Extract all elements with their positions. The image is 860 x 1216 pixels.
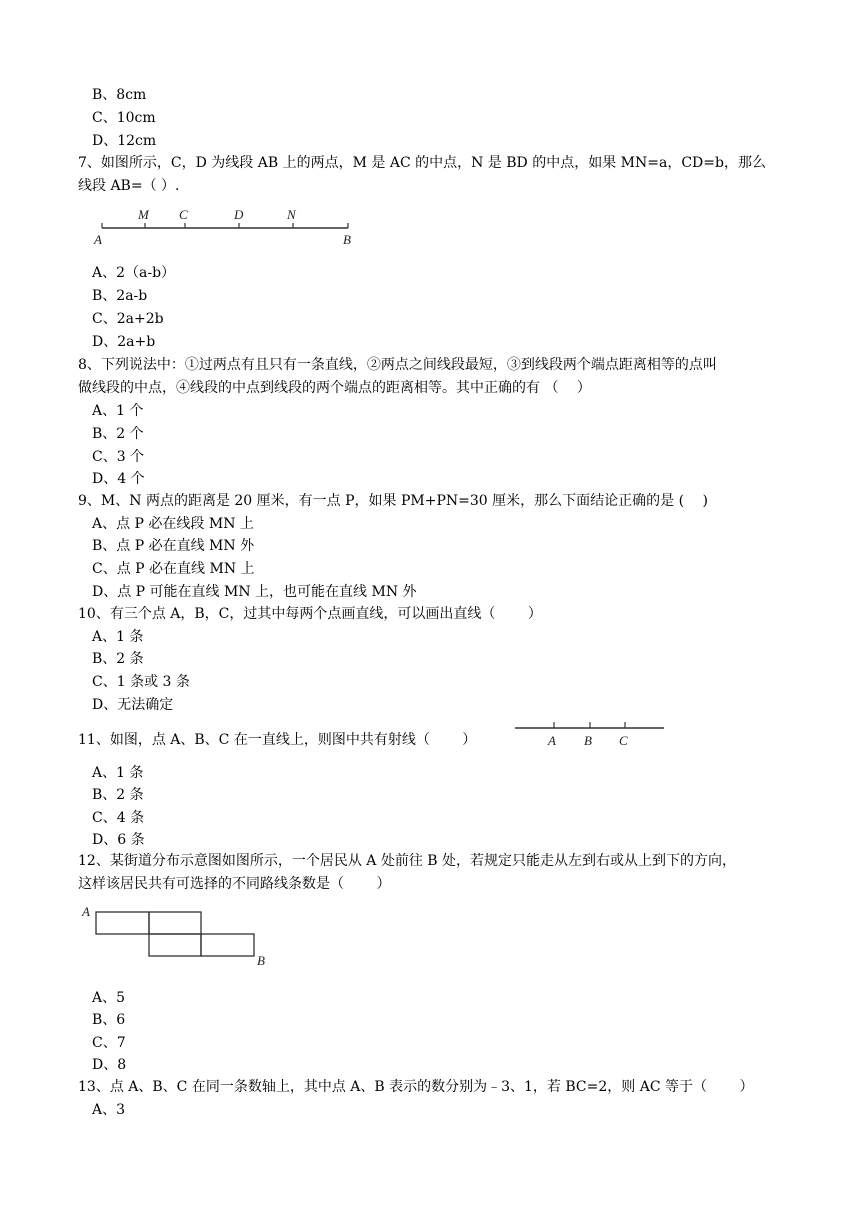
option-a: A、3 [92,1102,126,1118]
option-d: D、12cm [92,133,157,149]
point-label-b: B [584,733,592,748]
option-b: B、2 条 [92,787,144,803]
option-b: B、2 条 [92,651,144,667]
option-b: B、6 [92,1012,126,1028]
option-a: A、点 P 必在线段 MN 上 [92,516,254,532]
option-c: C、7 [92,1035,126,1051]
street-grid-cell [201,934,254,956]
option-a: A、1 个 [92,403,144,419]
question-13-stem: 13、点 A、B、C 在同一条数轴上，其中点 A、B 表示的数分别为﹣3、1，若 BC=2，则 AC 等于（ ） [78,1079,754,1095]
option-c: C、2a+2b [92,311,164,327]
point-label-a: A [548,733,556,748]
option-d: D、无法确定 [92,697,174,713]
option-b: B、2a-b [92,288,148,304]
option-d: D、6 条 [92,832,145,848]
option-d: D、4 个 [92,471,145,487]
question-7-stem: 7、如图所示，C，D 为线段 AB 上的两点，M 是 AC 的中点，N 是 BD 的中点，如果 MN=a，CD=b，那么 [78,155,766,171]
option-d: D、点 P 可能在直线 MN 上，也可能在直线 MN 外 [92,584,417,600]
question-7-stem-cont: 线段 AB=（ ）. [78,178,180,194]
option-b: B、2 个 [92,426,144,442]
street-grid-cell [149,912,201,934]
point-label-a: A [94,232,102,247]
question-8-stem-cont: 做线段的中点，④线段的中点到线段的两个端点的距离相等。其中正确的有 （ ） [78,380,591,396]
question-9-stem: 9、M、N 两点的距离是 20 厘米，有一点 P，如果 PM+PN=30 厘米，那么下面结论正确的是 ( ) [78,493,708,509]
option-b: B、8cm [92,87,147,103]
option-a: A、2（a-b） [92,265,176,281]
question-10-stem: 10、有三个点 A，B，C，过其中每两个点画直线，可以画出直线（ ） [78,606,542,622]
option-c: C、3 个 [92,449,145,465]
question-12-stem: 12、某街道分布示意图如图所示，一个居民从 A 处前往 B 处，若规定只能走从左到右或从上到下的方向， [78,853,737,869]
point-label-n: N [287,207,296,222]
point-label-b: B [257,953,265,968]
option-c: C、点 P 必在直线 MN 上 [92,561,255,577]
question-7-figure [86,204,366,254]
option-c: C、4 条 [92,810,145,826]
option-d: D、8 [92,1057,127,1073]
question-11-figure [512,718,668,752]
point-label-m: M [138,207,149,222]
option-a: A、5 [92,990,126,1006]
option-a: A、1 条 [92,629,144,645]
point-label-b: B [343,232,351,247]
point-label-c: C [619,733,628,748]
point-label-a: A [82,904,90,919]
street-grid-cell [149,934,201,956]
question-11-stem: 11、如图，点 A、B、C 在一直线上，则图中共有射线（ ） [78,732,477,748]
option-c: C、10cm [92,110,156,126]
option-c: C、1 条或 3 条 [92,674,190,690]
question-8-stem: 8、下列说法中：①过两点有且只有一条直线，②两点之间线段最短，③到线段两个端点距离相等的点叫 [78,357,717,373]
option-a: A、1 条 [92,765,144,781]
point-label-c: C [179,207,188,222]
point-label-d: D [234,207,244,222]
option-d: D、2a+b [92,334,156,350]
question-12-stem-cont: 这样该居民共有可选择的不同路线条数是（ ） [78,876,391,892]
option-b: B、点 P 必在直线 MN 外 [92,538,255,554]
question-12-figure [80,902,270,968]
street-grid-cell [96,912,149,934]
